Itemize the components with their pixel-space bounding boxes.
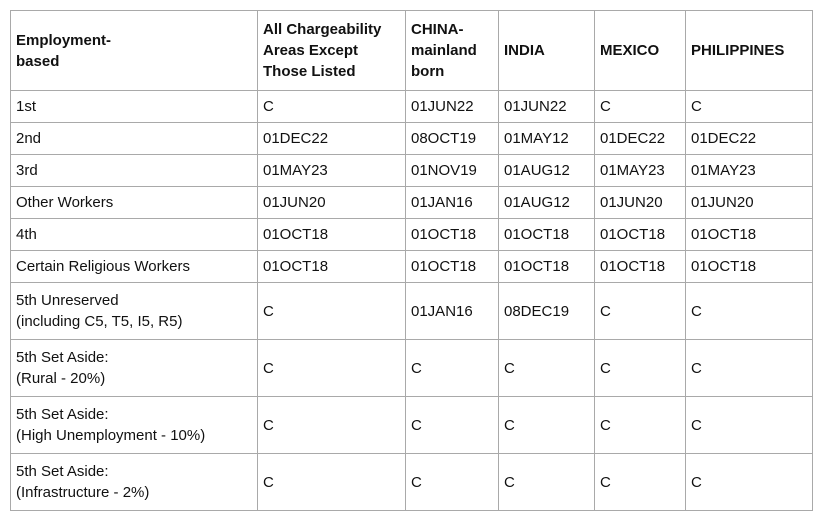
- date-cell: 01NOV19: [406, 155, 499, 187]
- table-row: [11, 283, 813, 340]
- row-label-line: Certain Religious Workers: [16, 258, 190, 275]
- header-line: Those Listed: [263, 63, 356, 80]
- date-cell: 01OCT18: [406, 219, 499, 251]
- date-cell: 01OCT18: [406, 251, 499, 283]
- table-row: [11, 187, 813, 219]
- header-mexico: [595, 11, 686, 91]
- row-label-line: Other Workers: [16, 194, 114, 211]
- row-label-cell: [11, 340, 258, 397]
- row-label-cell: [11, 454, 258, 511]
- date-cell: C: [686, 454, 813, 511]
- header-line: PHILIPPINES: [691, 42, 785, 59]
- header-china: [406, 11, 499, 91]
- date-cell: 01AUG12: [499, 187, 595, 219]
- row-label-cell: [11, 251, 258, 283]
- table-row: [11, 123, 813, 155]
- header-all-chargeability: [258, 11, 406, 91]
- date-cell: C: [686, 397, 813, 454]
- header-line: based: [16, 52, 60, 70]
- row-label-cell: [11, 155, 258, 187]
- date-cell: 01DEC22: [258, 123, 406, 155]
- date-cell: 01JUN20: [258, 187, 406, 219]
- date-cell: 01JUN22: [499, 91, 595, 123]
- date-cell: 01JUN22: [406, 91, 499, 123]
- row-label-line: (High Unemployment - 10%): [16, 427, 206, 444]
- date-cell: C: [258, 454, 406, 511]
- date-cell: C: [406, 454, 499, 511]
- header-line: Employment-: [16, 31, 112, 49]
- date-cell: 01OCT18: [258, 219, 406, 251]
- date-cell: C: [258, 91, 406, 123]
- date-cell: 01MAY23: [595, 155, 686, 187]
- header-line: MEXICO: [600, 42, 660, 59]
- date-cell: 01MAY23: [258, 155, 406, 187]
- date-cell: C: [595, 397, 686, 454]
- date-cell: C: [595, 283, 686, 340]
- date-cell: C: [686, 283, 813, 340]
- date-cell: 01MAY23: [686, 155, 813, 187]
- date-cell: C: [499, 397, 595, 454]
- row-label-line: 5th Set Aside:: [16, 463, 109, 480]
- row-label-line: (Infrastructure - 2%): [16, 484, 150, 501]
- header-line: born: [411, 63, 445, 80]
- date-cell: 01OCT18: [258, 251, 406, 283]
- row-label-line: 5th Set Aside:: [16, 349, 109, 366]
- table-row: [11, 91, 813, 123]
- table-row: [11, 219, 813, 251]
- row-label-cell: [11, 123, 258, 155]
- date-cell: C: [406, 340, 499, 397]
- date-cell: 01DEC22: [686, 123, 813, 155]
- row-label-cell: [11, 397, 258, 454]
- date-cell: C: [595, 91, 686, 123]
- row-label-cell: [11, 187, 258, 219]
- date-cell: 08DEC19: [499, 283, 595, 340]
- table-row: [11, 251, 813, 283]
- date-cell: C: [258, 397, 406, 454]
- date-cell: C: [258, 283, 406, 340]
- header-philippines: [686, 11, 813, 91]
- header-employment-based: [11, 11, 258, 91]
- row-label-line: 5th Set Aside:: [16, 406, 109, 423]
- date-cell: C: [258, 340, 406, 397]
- header-line: mainland: [411, 42, 477, 59]
- date-cell: 01OCT18: [595, 219, 686, 251]
- date-cell: 01OCT18: [499, 219, 595, 251]
- header-line: INDIA: [504, 42, 545, 59]
- date-cell: C: [595, 340, 686, 397]
- header-line: All Chargeability: [263, 21, 382, 38]
- date-cell: 01OCT18: [595, 251, 686, 283]
- date-cell: 01DEC22: [595, 123, 686, 155]
- row-label-cell: [11, 219, 258, 251]
- row-label-line: 2nd: [16, 130, 42, 147]
- date-cell: 01OCT18: [686, 251, 813, 283]
- date-cell: C: [499, 454, 595, 511]
- row-label-line: 5th Unreserved: [16, 292, 119, 309]
- header-line: CHINA-: [411, 21, 464, 38]
- date-cell: 01JAN16: [406, 283, 499, 340]
- header-line: Areas Except: [263, 42, 359, 59]
- row-label-cell: [11, 91, 258, 123]
- header-row: [11, 11, 813, 91]
- date-cell: C: [406, 397, 499, 454]
- date-cell: C: [499, 340, 595, 397]
- visa-bulletin-table: [10, 10, 813, 511]
- date-cell: C: [595, 454, 686, 511]
- row-label-line: 3rd: [16, 162, 38, 179]
- table-row: [11, 454, 813, 511]
- date-cell: 01MAY12: [499, 123, 595, 155]
- header-india: [499, 11, 595, 91]
- table-body: [11, 91, 813, 511]
- date-cell: 01JAN16: [406, 187, 499, 219]
- date-cell: 01JUN20: [686, 187, 813, 219]
- table-row: [11, 155, 813, 187]
- row-label-line: (Rural - 20%): [16, 370, 106, 387]
- row-label-line: 4th: [16, 226, 37, 243]
- date-cell: C: [686, 91, 813, 123]
- date-cell: C: [686, 340, 813, 397]
- date-cell: 01OCT18: [686, 219, 813, 251]
- row-label-line: 1st: [16, 98, 37, 115]
- date-cell: 01JUN20: [595, 187, 686, 219]
- table-row: [11, 397, 813, 454]
- date-cell: 08OCT19: [406, 123, 499, 155]
- table-row: [11, 340, 813, 397]
- date-cell: 01AUG12: [499, 155, 595, 187]
- date-cell: 01OCT18: [499, 251, 595, 283]
- row-label-cell: [11, 283, 258, 340]
- row-label-line: (including C5, T5, I5, R5): [16, 313, 183, 330]
